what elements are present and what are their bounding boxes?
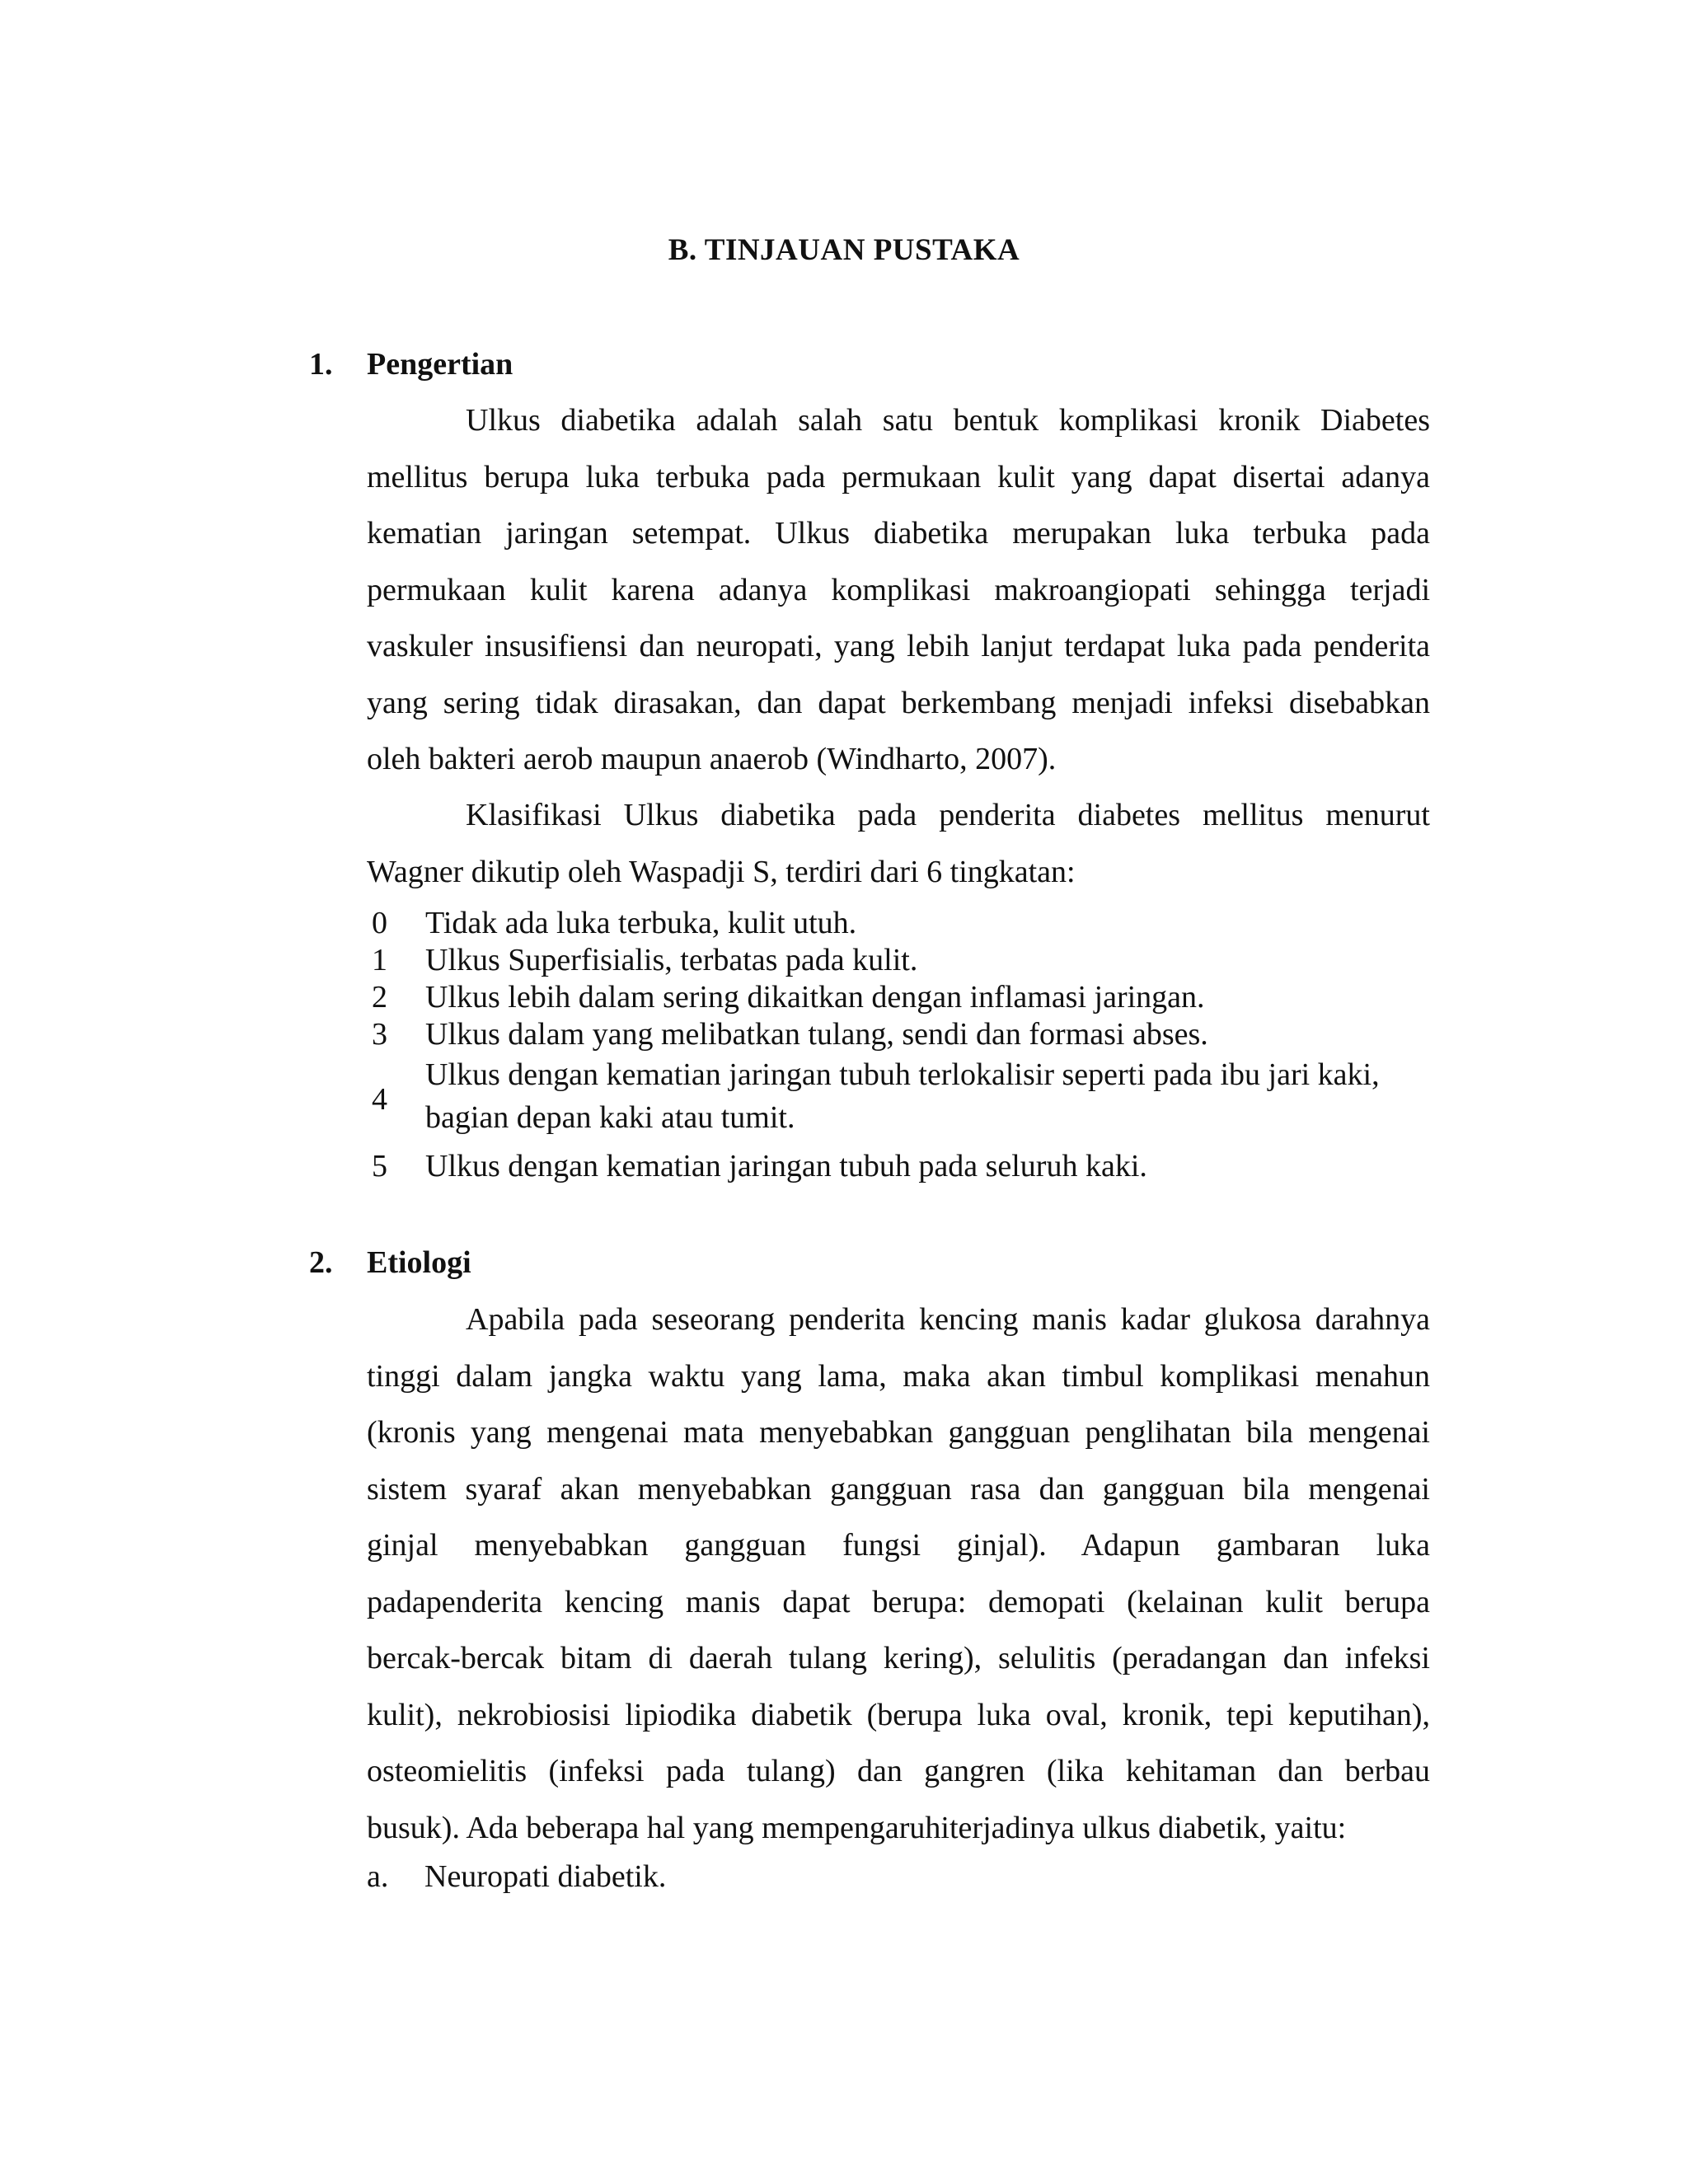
section-number: 2.: [309, 1245, 333, 1280]
list-item: [367, 979, 1438, 1016]
paragraph-line: mellitus berupa luka terbuka pada permukaan kulit yang dapat disertai adanya: [367, 459, 1430, 494]
section-title: Etiologi: [367, 1245, 471, 1280]
paragraph-line: osteomielitis (infeksi pada tulang) dan gangren (lika kehitaman dan berbau: [367, 1754, 1430, 1788]
list-item: [367, 905, 1438, 942]
paragraph-line: Wagner dikutip oleh Waspadji S, terdiri dari 6 tingkatan:: [367, 854, 1076, 889]
list-item: [367, 942, 1438, 979]
list-item: [367, 1053, 1438, 1148]
paragraph-line: Ulkus diabetika adalah salah satu bentuk komplikasi kronik Diabetes: [466, 403, 1430, 438]
grade-description: Ulkus dalam yang melibatkan tulang, sendi dan formasi abses.: [425, 1017, 1208, 1052]
grade-number: 5: [372, 1149, 387, 1183]
grade-number: 1: [372, 943, 387, 977]
list-item: [367, 1016, 1438, 1053]
paragraph-line: padapenderita kencing manis dapat berupa: demopati (kelainan kulit berupa: [367, 1584, 1430, 1619]
grade-description: Tidak ada luka terbuka, kulit utuh.: [425, 906, 857, 940]
paragraph-etiology: [367, 1291, 1430, 1856]
paragraph-line: vaskuler insusifiensi dan neuropati, yang lebih lanjut terdapat luka pada penderita: [367, 629, 1430, 663]
paragraph-definition: [367, 392, 1430, 788]
grade-number: 4: [372, 1082, 387, 1117]
grade-number: 0: [372, 906, 387, 940]
grade-description-line: bagian depan kaki atau tumit.: [425, 1100, 795, 1135]
grade-description: Ulkus dengan kematian jaringan tubuh pada seluruh kaki.: [425, 1149, 1147, 1183]
section-heading-etiologi: [309, 1244, 471, 1281]
paragraph-line: kematian jaringan setempat. Ulkus diabetika merupakan luka terbuka pada: [367, 516, 1430, 551]
grade-description-line: Ulkus dengan kematian jaringan tubuh terlokalisir seperti pada ibu jari kaki,: [425, 1057, 1380, 1092]
paragraph-line: oleh bakteri aerob maupun anaerob (Windharto, 2007).: [367, 742, 1057, 776]
section-number: 1.: [309, 347, 333, 382]
list-item: [367, 1148, 1438, 1185]
paragraph-classification-intro: [367, 787, 1430, 900]
paragraph-line: kulit), nekrobiosisi lipiodika diabetik (berupa luka oval, kronik, tepi keputihan),: [367, 1697, 1430, 1732]
paragraph-line: yang sering tidak dirasakan, dan dapat berkembang menjadi infeksi disebabkan: [367, 685, 1430, 720]
paragraph-line: ginjal menyebabkan gangguan fungsi ginjal). Adapun gambaran luka: [367, 1528, 1430, 1563]
grade-number: 3: [372, 1017, 387, 1052]
grade-description: Ulkus lebih dalam sering dikaitkan dengan inflamasi jaringan.: [425, 980, 1205, 1015]
paragraph-line: tinggi dalam jangka waktu yang lama, maka akan timbul komplikasi menahun: [367, 1358, 1430, 1394]
paragraph-line: Apabila pada seseorang penderita kencing manis kadar glukosa darahnya: [466, 1302, 1430, 1337]
paragraph-line: Klasifikasi Ulkus diabetika pada penderita diabetes mellitus menurut: [466, 798, 1430, 832]
list-item: [367, 1858, 666, 1895]
list-item-text: Neuropati diabetik.: [424, 1859, 667, 1894]
grade-description: Ulkus Superfisialis, terbatas pada kulit.: [425, 943, 918, 977]
wagner-classification-list: [367, 905, 1438, 1185]
paragraph-line: busuk). Ada beberapa hal yang mempengaruhiterjadinya ulkus diabetik, yaitu:: [367, 1810, 1347, 1845]
section-title: Pengertian: [367, 347, 513, 382]
grade-description: [425, 1053, 1439, 1139]
paragraph-line: permukaan kulit karena adanya komplikasi makroangiopati sehingga terjadi: [367, 572, 1430, 607]
section-heading-pengertian: [309, 346, 513, 382]
paragraph-line: (kronis yang mengenai mata menyebabkan gangguan penglihatan bila mengenai: [367, 1415, 1430, 1450]
paragraph-line: sistem syaraf akan menyebabkan gangguan rasa dan gangguan bila mengenai: [367, 1471, 1430, 1507]
paragraph-line: bercak-bercak bitam di daerah tulang kering), selulitis (peradangan dan infeksi: [367, 1641, 1430, 1675]
page-title: B. TINJAUAN PUSTAKA: [668, 233, 1020, 267]
grade-number: 2: [372, 980, 387, 1015]
list-marker: a.: [367, 1859, 389, 1894]
